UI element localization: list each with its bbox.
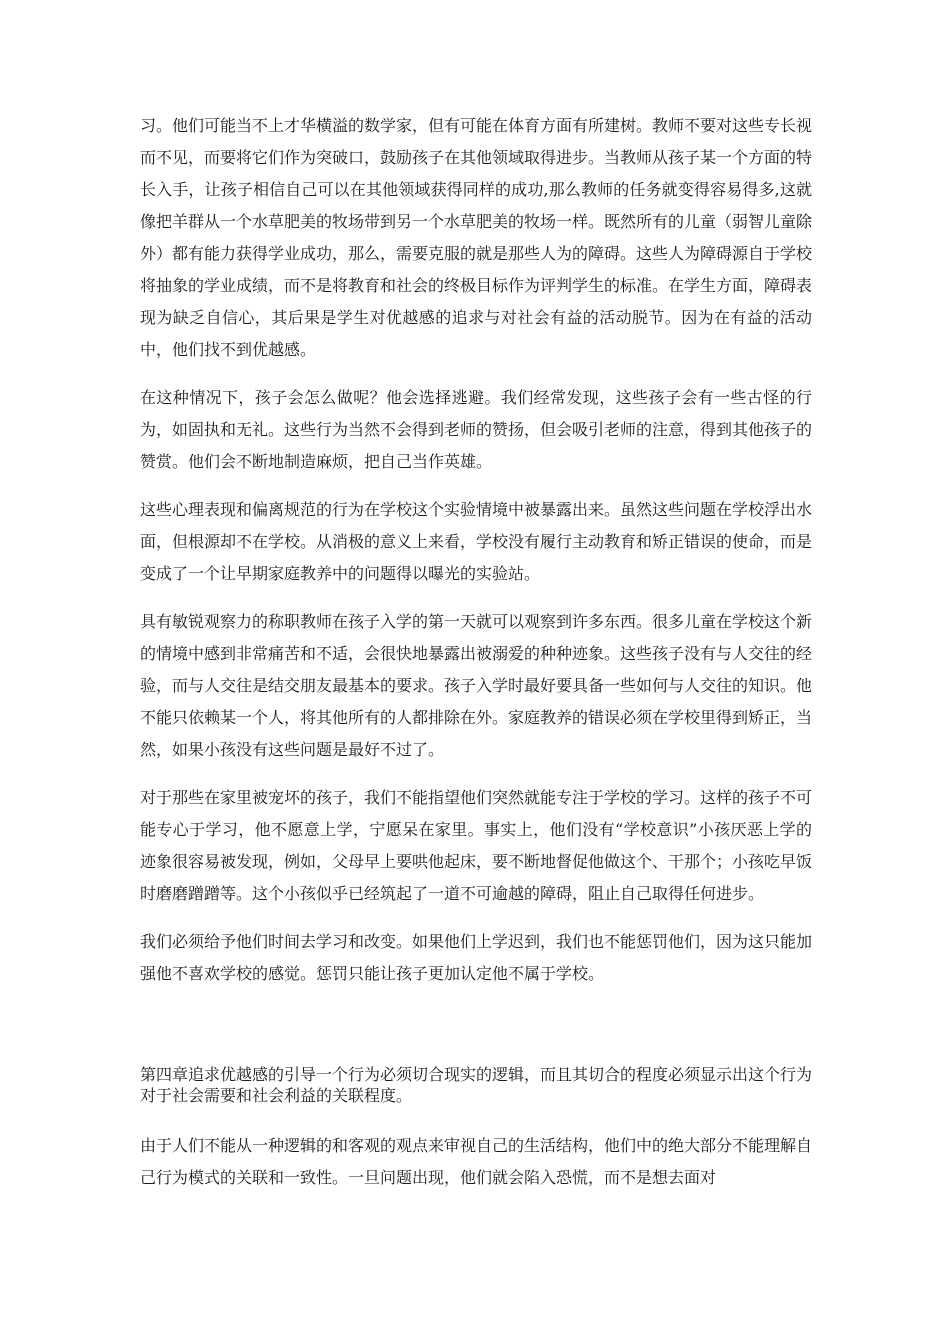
paragraph: 在这种情况下，孩子会怎么做呢？他会选择逃避。我们经常发现，这些孩子会有一些古怪的行为，如固执和无礼。这些行为当然不会得到老师的赞扬，但会吸引老师的注意，得到其他孩子的赞赏。他们会不断地制造麻烦，把自己当作英雄。 [140,388,813,471]
paragraph: 我们必须给予他们时间去学习和改变。如果他们上学迟到，我们也不能惩罚他们，因为这只能加强他不喜欢学校的感觉。惩罚只能让孩子更加认定他不属于学校。 [140,932,813,983]
document-page [140,110,812,1210]
paragraph: 具有敏锐观察力的称职教师在孩子入学的第一天就可以观察到许多东西。很多儿童在学校这个新的情境中感到非常痛苦和不适，会很快地暴露出被溺爱的种种迹象。这些孩子没有与人交往的经验，而与人交往是结交朋友最基本的要求。孩子入学时最好要具备一些如何与人交往的知识。他不能只依赖某一个人，将其他所有的人都排除在外。家庭教养的错误必须在学校里得到矫正，当然，如果小孩没有这些问题是最好不过了。 [140,612,813,759]
paragraph: 习。他们可能当不上才华横溢的数学家，但有可能在体育方面有所建树。教师不要对这些专长视而不见，而要将它们作为突破口，鼓励孩子在其他领域取得进步。当教师从孩子某一个方面的特长入手，让孩子相信自己可以在其他领域获得同样的成功,那么教师的任务就变得容易得多,这就像把羊群从一个水草肥美的牧场带到另一个水草肥美的牧场一样。既然所有的儿童（弱智儿童除外）都有能力获得学业成功，那么，需要克服的就是那些人为的障碍。这些人为障碍源自于学校将抽象的学业成绩，而不是将教育和社会的终极目标作为评判学生的标准。在学生方面，障碍表现为缺乏自信心，其后果是学生对优越感的追求与对社会有益的活动脱节。因为在有益的活动中，他们找不到优越感。 [140,116,813,359]
paragraph: 对于那些在家里被宠坏的孩子，我们不能指望他们突然就能专注于学校的学习。这样的孩子不可能专心于学习，他不愿意上学，宁愿呆在家里。事实上，他们没有“学校意识”小孩厌恶上学的迹象很容易被发现，例如，父母早上要哄他起床，要不断地督促他做这个、干那个；小孩吃早饭时磨磨蹭蹭等。这个小孩似乎已经筑起了一道不可逾越的障碍，阻止自己取得任何进步。 [140,788,813,903]
paragraph: 这些心理表现和偏离规范的行为在学校这个实验情境中被暴露出来。虽然这些问题在学校浮出水面，但根源却不在学校。从消极的意义上来看，学校没有履行主动教育和矫正错误的使命，而是变成了一个让早期家庭教养中的问题得以曝光的实验站。 [140,500,813,583]
chapter-heading-paragraph: 第四章追求优越感的引导一个行为必须切合现实的逻辑，而且其切合的程度必须显示出这个行为对于社会需要和社会利益的关联程度。 [140,1065,813,1105]
paragraph: 由于人们不能从一种逻辑的和客观的观点来审视自己的生活结构，他们中的绝大部分不能理解自己行为模式的关联和一致性。一旦问题出现，他们就会陷入恐慌，而不是想去面对 [140,1136,813,1187]
